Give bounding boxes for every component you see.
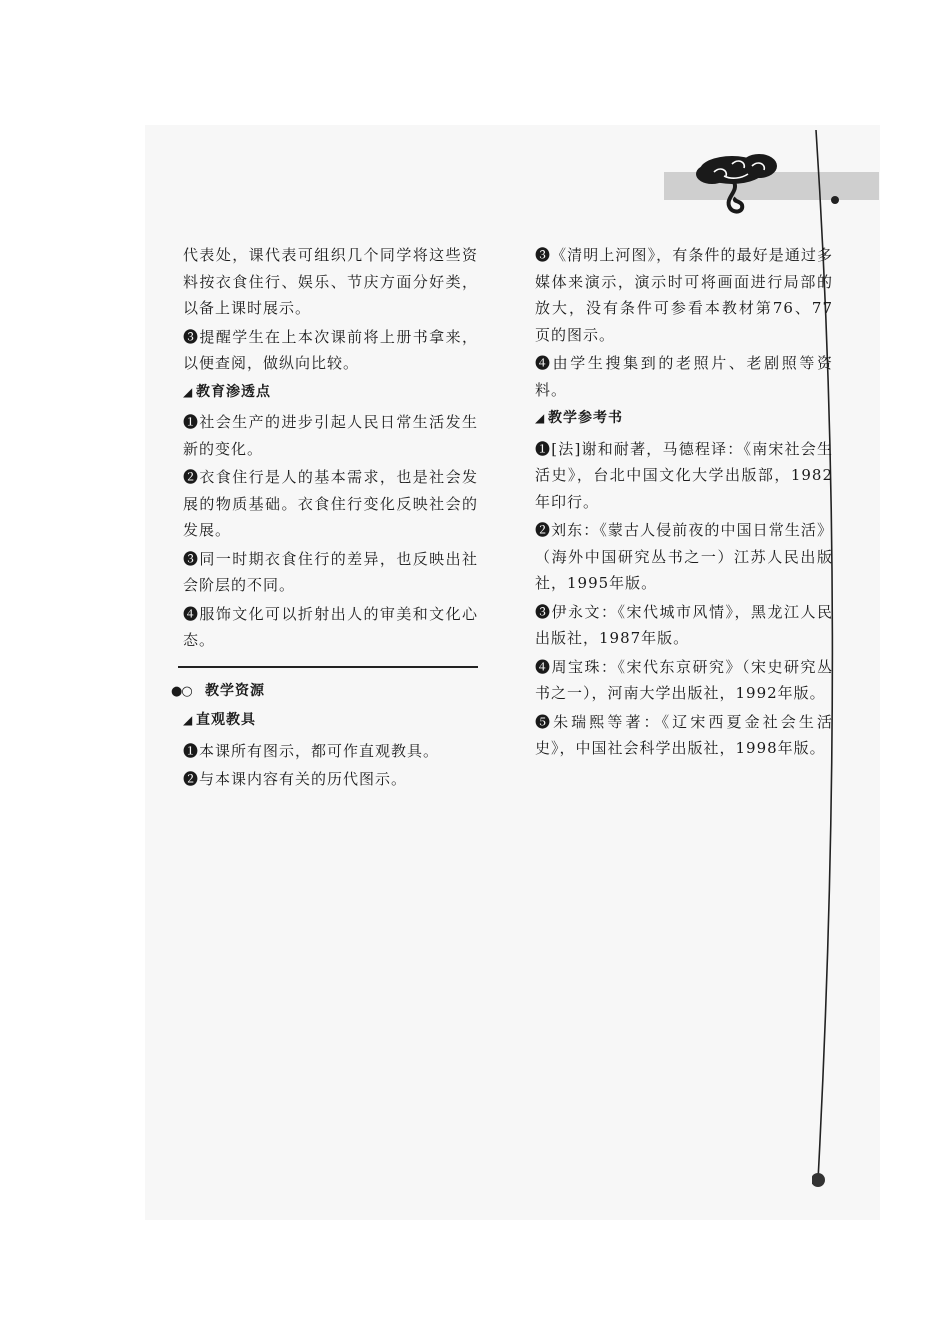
heading-edu-points: ◢ 教育渗透点 <box>183 379 478 406</box>
intro-paragraph: ❸提醒学生在上本次课前将上册书拿来，以便查阅，做纵向比较。 <box>183 327 478 372</box>
heading-teaching-aids: ◢ 直观教具 <box>183 707 478 734</box>
corner-arrow-icon: ◢ <box>183 384 194 399</box>
heading-reference-books: ◢ 教学参考书 <box>535 405 833 432</box>
section-divider <box>178 666 478 668</box>
reference-item: ❹周宝珠：《宋代东京研究》（宋史研究丛书之一），河南大学出版社，1992年版。 <box>535 657 833 702</box>
right-column <box>535 242 833 764</box>
section-title: ●○ 教学资源 <box>171 678 478 706</box>
reference-item: ❷刘东：《蒙古人侵前夜的中国日常生活》（海外中国研究丛书之一）江苏人民出版社，1995年版。 <box>535 521 833 592</box>
edu-point: ❹服饰文化可以折射出人的审美和文化心态。 <box>183 604 478 649</box>
intro-paragraph: ❹由学生搜集到的老照片、老剧照等资料。 <box>535 354 833 399</box>
edu-point: ❷衣食住行是人的基本需求，也是社会发展的物质基础。衣食住行变化反映社会的发展。 <box>183 468 478 539</box>
edu-point: ❸同一时期衣食住行的差异，也反映出社会阶层的不同。 <box>183 549 478 594</box>
section-marker-icon: ●○ <box>171 683 192 699</box>
intro-paragraph: 代表处，课代表可组织几个同学将这些资料按衣食住行、娱乐、节庆方面分好类，以备上课时展示。 <box>183 246 478 317</box>
cloud-ornament-icon <box>664 150 879 220</box>
aid-item: ❷与本课内容有关的历代图示。 <box>183 770 408 788</box>
reference-item: ❸伊永文：《宋代城市风情》，黑龙江人民出版社，1987年版。 <box>535 602 833 647</box>
reference-item: ❺朱瑞熙等著：《辽宋西夏金社会生活史》，中国社会科学出版社，1998年版。 <box>535 712 833 757</box>
corner-arrow-icon: ◢ <box>535 411 546 425</box>
aid-item: ❶本课所有图示，都可作直观教具。 <box>183 741 440 760</box>
left-column <box>171 242 478 795</box>
intro-paragraph: ❸《清明上河图》，有条件的最好是通过多媒体来演示，演示时可将画面进行局部的放大，没有条件可参看本教材第76、77页的图示。 <box>535 246 833 344</box>
reference-item: ❶[法]谢和耐著，马德程译：《南宋社会生活史》，台北中国文化大学出版部，1982年印行。 <box>535 439 833 511</box>
edu-point: ❶社会生产的进步引起人民日常生活发生新的变化。 <box>183 413 478 458</box>
corner-arrow-icon: ◢ <box>183 713 194 727</box>
